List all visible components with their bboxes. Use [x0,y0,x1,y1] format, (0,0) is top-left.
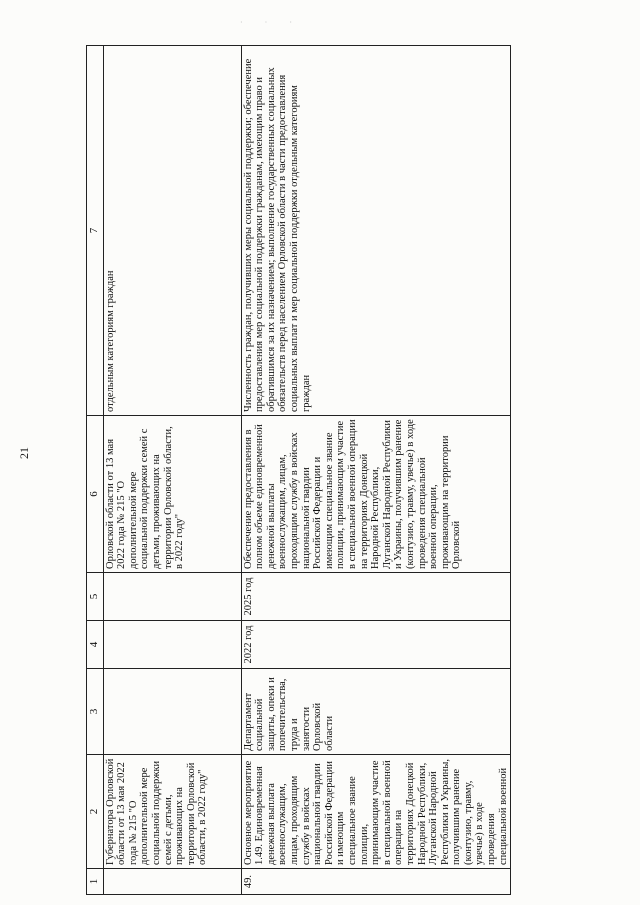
document-table-area [86,46,509,895]
executor-cell: Департамент социальной защиты, опеки и попечительства, труда и занятости Орловской области [241,669,511,755]
col-header-4: 4 [87,621,104,669]
rotated-page-content [86,46,509,895]
col-header-3: 3 [87,669,104,755]
col-header-2: 2 [87,755,104,869]
executor-cell [103,669,241,755]
table-header-row [87,46,104,895]
end-year-cell: 2025 год [241,573,511,621]
indicator-link-cell: Численность граждан, получивших меры социальной поддержки; обеспечение предоставления мер социальной поддержки гражданам, имеющим право и обратившимся за их назначением; выполнение государственных социальных обязательств перед населением Орловской области в части предоставления социальных выплат и мер социальной поддержки отдельным категориям граждан [241,46,511,416]
expected-result-cell: Орловской области от 13 мая 2022 года № 215 "О дополнительной мере социальной поддержки семей с детьми, проживающих на территории Орловской области, в 2022 году" [103,416,241,573]
row-number [103,869,241,895]
row-number: 49. [241,869,511,895]
table-row [241,46,511,895]
indicator-link-cell: отдельным категориям граждан [103,46,241,416]
page-number: 21 [17,447,31,459]
measures-table [86,45,511,895]
start-year-cell [103,621,241,669]
measure-name-cell: Губернатора Орловской области от 13 мая 2022 года № 215 "О дополнительной мере социальной поддержки семей с детьми, проживающих на территории Орловской области, в 2022 году" [103,755,241,869]
scan-marks: · · · [240,18,302,27]
start-year-cell: 2022 год [241,621,511,669]
col-header-7: 7 [87,46,104,416]
table-row [103,46,241,895]
col-header-5: 5 [87,573,104,621]
measure-name-cell: Основное мероприятие 1.49. Единовременная денежная выплата военнослужащим, лицам, проходящим службу в войсках национальной гвардии Российской Федерации и имеющим специальное звание полиции, принимающим участие в специальной военной операции на территориях Донецкой Народной Республики, Луганской Народной Республики и Украины, получившим ранение (контузию, травму, увечье) в ходе проведения специальной военной [241,755,511,869]
end-year-cell [103,573,241,621]
col-header-6: 6 [87,416,104,573]
col-header-1: 1 [87,869,104,895]
expected-result-cell: Обеспечение предоставления в полном объеме единовременной денежной выплаты военнослужащим, лицам, проходящим службу в войсках национальной гвардии Российской Федерации и имеющим специальное звание полиции, принимающим участие в специальной военной операции на территориях Донецкой Народной Республики, Луганской Народной Республики и Украины, получившим ранение (контузию, травму, увечье) в ходе проведения специальной военной операции, проживающим на территории Орловской [241,416,511,573]
